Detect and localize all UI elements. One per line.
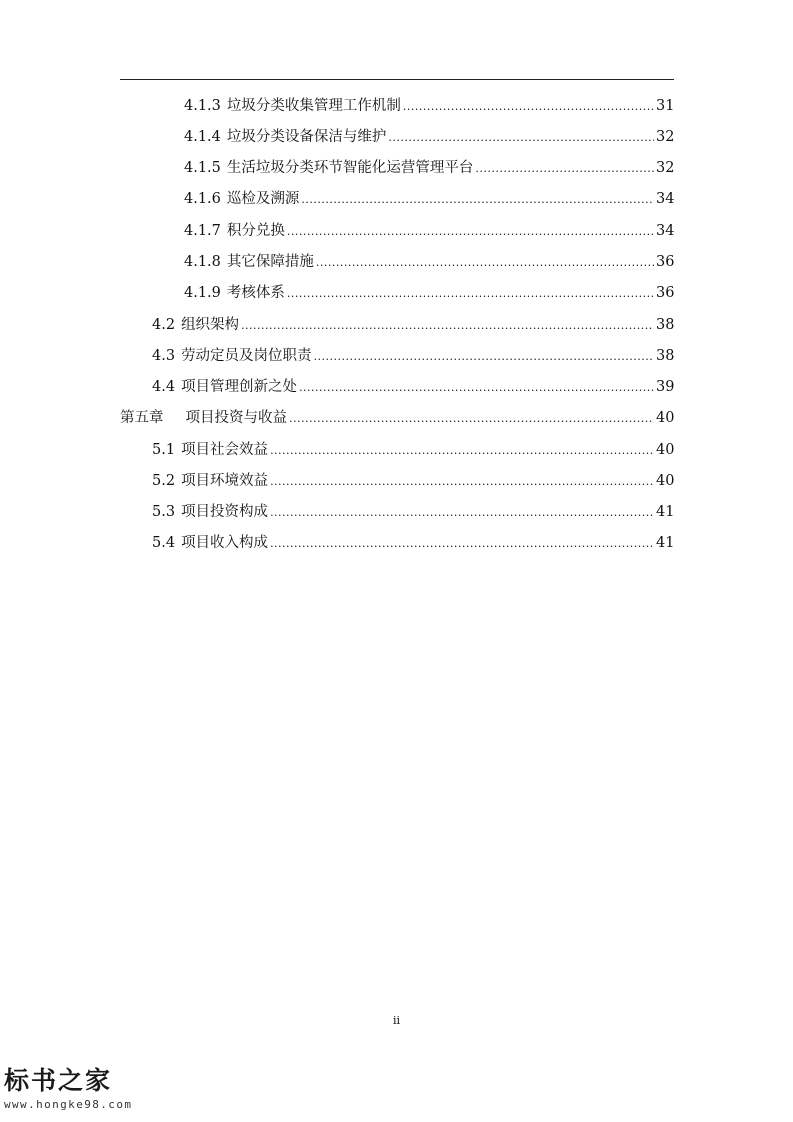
toc-leader-dots <box>316 252 654 273</box>
page-number: ii <box>392 1014 401 1027</box>
toc-entry-page: 32 <box>656 160 675 176</box>
toc-entry-title: 考核体系 <box>226 285 285 301</box>
toc-entry-title: 垃圾分类收集管理工作机制 <box>226 98 401 114</box>
toc-entry-page: 40 <box>656 410 675 426</box>
toc-entry-number: 4.1.4 <box>184 129 221 145</box>
toc-entry[interactable] <box>152 346 674 366</box>
toc-entry[interactable] <box>152 377 674 397</box>
toc-entry[interactable] <box>184 221 674 241</box>
toc-entry-page: 38 <box>656 348 675 364</box>
toc-entry-page: 41 <box>656 535 675 551</box>
toc-leader-dots <box>301 189 654 210</box>
toc-entry-page: 34 <box>656 191 675 207</box>
toc-entry-number: 4.1.5 <box>184 160 221 176</box>
toc-leader-dots <box>287 221 654 242</box>
toc-entry-number: 4.1.9 <box>184 285 221 301</box>
toc-entry[interactable] <box>184 252 674 272</box>
toc-entry-page: 41 <box>656 504 675 520</box>
header-rule <box>120 79 674 80</box>
toc-entry-title: 项目管理创新之处 <box>181 379 298 395</box>
watermark-logo <box>4 1066 132 1111</box>
toc-entry-page: 40 <box>656 442 675 458</box>
toc-entry-title: 垃圾分类设备保洁与维护 <box>226 129 387 145</box>
watermark-name: 标书之家 <box>4 1066 113 1095</box>
toc-entry-number: 4.2 <box>152 317 176 333</box>
toc-leader-dots <box>241 315 654 336</box>
toc-leader-dots <box>270 533 654 554</box>
toc-leader-dots <box>388 127 654 148</box>
toc-entry-page: 40 <box>656 473 675 489</box>
toc-entry-number: 5.4 <box>152 535 176 551</box>
toc-entry-page: 34 <box>656 223 675 239</box>
toc-leader-dots <box>270 471 654 492</box>
toc-entry-number: 4.3 <box>152 348 176 364</box>
toc-leader-dots <box>270 440 654 461</box>
toc-entry-page: 38 <box>656 317 675 333</box>
toc-entry-title: 其它保障措施 <box>226 254 314 270</box>
toc-entry-number: 4.4 <box>152 379 176 395</box>
toc-entry-number: 4.1.3 <box>184 98 221 114</box>
toc-leader-dots <box>299 377 654 398</box>
toc-entry-page: 36 <box>656 285 675 301</box>
toc-entry[interactable] <box>152 315 674 335</box>
toc-entry-number: 第五章 <box>120 410 164 426</box>
toc-entry-title: 生活垃圾分类环节智能化运营管理平台 <box>226 160 474 176</box>
toc-entry[interactable] <box>184 283 674 303</box>
toc-entry-number: 4.1.8 <box>184 254 221 270</box>
toc-entry-page: 36 <box>656 254 675 270</box>
toc-entry-number: 5.3 <box>152 504 176 520</box>
toc-entry-number: 5.2 <box>152 473 176 489</box>
toc-entry-title: 项目环境效益 <box>181 473 269 489</box>
toc-entry[interactable] <box>152 533 674 553</box>
toc-chapter-entry[interactable] <box>120 408 674 428</box>
toc-entry-page: 31 <box>656 98 675 114</box>
toc-leader-dots <box>289 408 654 429</box>
toc-leader-dots <box>287 283 654 304</box>
toc-entry-number: 5.1 <box>152 442 176 458</box>
toc-entry-title: 积分兑换 <box>226 223 285 239</box>
toc-entry[interactable] <box>152 440 674 460</box>
toc-entry-title: 巡检及溯源 <box>226 191 300 207</box>
toc-entry-number: 4.1.6 <box>184 191 221 207</box>
toc-entry[interactable] <box>184 158 674 178</box>
toc-entry-number: 4.1.7 <box>184 223 221 239</box>
toc-entry-title: 组织架构 <box>181 317 240 333</box>
toc-entry-page: 32 <box>656 129 675 145</box>
toc-entry-title: 项目收入构成 <box>181 535 269 551</box>
toc-entry-title: 项目投资与收益 <box>185 410 287 426</box>
toc-entry[interactable] <box>152 502 674 522</box>
watermark-url: www.hongke98.com <box>4 1098 133 1111</box>
toc-leader-dots <box>270 502 654 523</box>
toc-entry[interactable] <box>184 96 674 116</box>
toc-entry[interactable] <box>184 127 674 147</box>
toc-leader-dots <box>403 96 654 117</box>
toc-entry-title: 项目社会效益 <box>181 442 269 458</box>
toc-entry-title: 项目投资构成 <box>181 504 269 520</box>
toc-entry-page: 39 <box>656 379 675 395</box>
toc-entry[interactable] <box>152 471 674 491</box>
toc-entry-title: 劳动定员及岗位职责 <box>181 348 312 364</box>
toc-leader-dots <box>475 158 654 179</box>
toc-leader-dots <box>314 346 654 367</box>
toc-entry[interactable] <box>184 189 674 209</box>
